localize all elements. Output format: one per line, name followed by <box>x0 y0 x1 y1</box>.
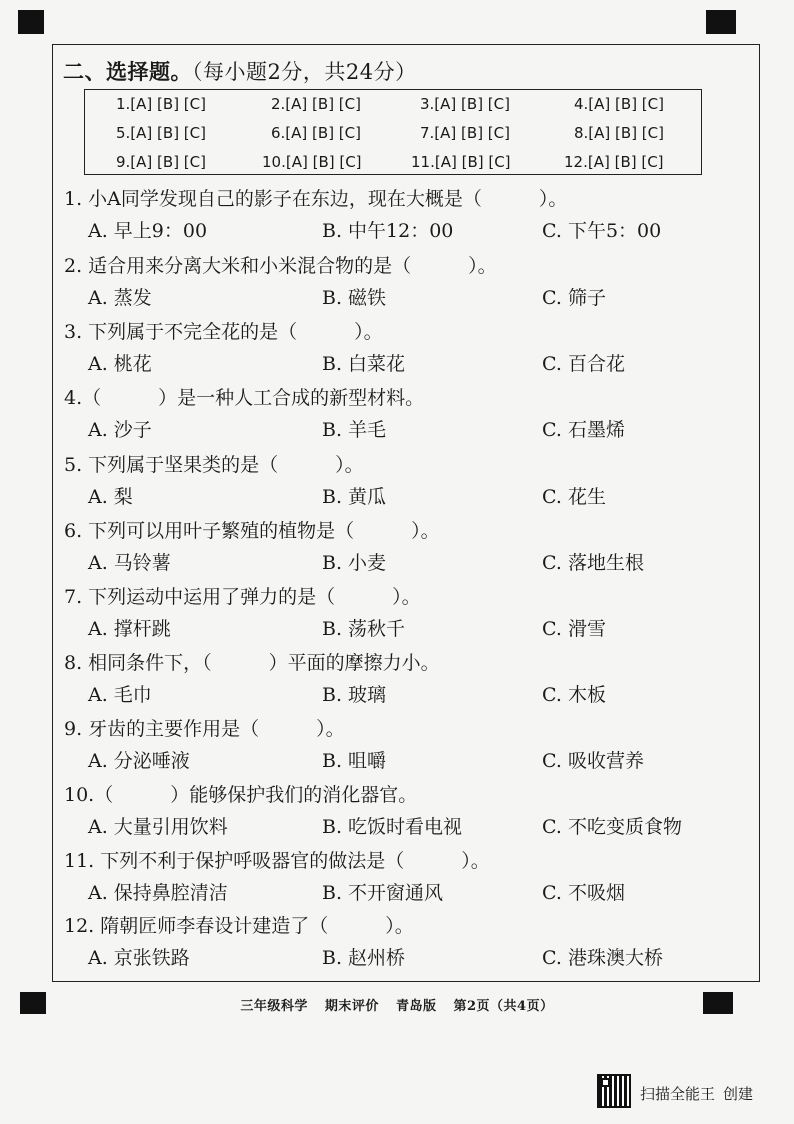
option-b[interactable]: B. 中午12：00 <box>322 220 454 242</box>
option-a[interactable]: A. 撑杆跳 <box>88 618 171 640</box>
footer-page: 第2页（共4页） <box>453 999 554 1014</box>
option-a[interactable]: A. 梨 <box>88 486 133 508</box>
answer-cell[interactable]: 1.[A] [B] [C] <box>116 95 206 113</box>
option-a[interactable]: A. 蒸发 <box>88 287 152 309</box>
answer-cell[interactable]: 12.[A] [B] [C] <box>564 153 664 171</box>
option-c[interactable]: C. 花生 <box>542 486 606 508</box>
question-stem: 6. 下列可以用叶子繁殖的植物是（ ）。 <box>64 520 440 542</box>
question-stem: 8. 相同条件下，（ ）平面的摩擦力小。 <box>64 652 440 674</box>
option-b[interactable]: B. 磁铁 <box>322 287 387 309</box>
answer-cell[interactable]: 2.[A] [B] [C] <box>271 95 361 113</box>
section-note: （每小题2分，共24分） <box>192 60 417 84</box>
option-a[interactable]: A. 沙子 <box>88 419 152 441</box>
answer-cell[interactable]: 6.[A] [B] [C] <box>271 124 361 142</box>
question-stem: 10.（ ）能够保护我们的消化器官。 <box>64 784 418 806</box>
page-footer <box>0 995 794 1014</box>
question-stem: 1. 小A同学发现自己的影子在东边，现在大概是（ ）。 <box>64 188 568 210</box>
question-stem: 7. 下列运动中运用了弹力的是（ ）。 <box>64 586 421 608</box>
answer-cell[interactable]: 3.[A] [B] [C] <box>420 95 510 113</box>
answer-cell[interactable]: 9.[A] [B] [C] <box>116 153 206 171</box>
footer-subject: 三年级科学 <box>240 999 308 1014</box>
section-title <box>63 56 417 86</box>
option-c[interactable]: C. 港珠澳大桥 <box>542 947 663 969</box>
section-heading: 选择题。 <box>106 59 192 84</box>
question-stem: 4.（ ）是一种人工合成的新型材料。 <box>64 387 425 409</box>
answer-cell[interactable]: 7.[A] [B] [C] <box>420 124 510 142</box>
option-b[interactable]: B. 咀嚼 <box>322 750 387 772</box>
option-a[interactable]: A. 早上9：00 <box>88 220 208 242</box>
alignment-marker-top-left <box>18 10 44 34</box>
option-c[interactable]: C. 下午5：00 <box>542 220 662 242</box>
option-c[interactable]: C. 石墨烯 <box>542 419 625 441</box>
scanner-watermark <box>640 1083 761 1104</box>
answer-cell[interactable]: 10.[A] [B] [C] <box>262 153 362 171</box>
question-stem: 11. 下列不利于保护呼吸器官的做法是（ ）。 <box>64 850 490 872</box>
option-a[interactable]: A. 大量引用饮料 <box>88 816 228 838</box>
option-b[interactable]: B. 羊毛 <box>322 419 387 441</box>
option-c[interactable]: C. 百合花 <box>542 353 625 375</box>
option-c[interactable]: C. 不吃变质食物 <box>542 816 682 838</box>
option-c[interactable]: C. 不吸烟 <box>542 882 625 904</box>
question-stem: 2. 适合用来分离大米和小米混合物的是（ ）。 <box>64 255 497 277</box>
answer-cell[interactable]: 8.[A] [B] [C] <box>574 124 664 142</box>
qr-code-icon <box>597 1074 631 1108</box>
footer-edition: 青岛版 <box>395 999 437 1014</box>
option-c[interactable]: C. 落地生根 <box>542 552 644 574</box>
option-c[interactable]: C. 筛子 <box>542 287 606 309</box>
option-c[interactable]: C. 吸收营养 <box>542 750 644 772</box>
option-b[interactable]: B. 荡秋千 <box>322 618 406 640</box>
answer-cell[interactable]: 5.[A] [B] [C] <box>116 124 206 142</box>
alignment-marker-top-right <box>706 10 736 34</box>
section-number: 二、 <box>63 59 106 84</box>
option-b[interactable]: B. 玻璃 <box>322 684 387 706</box>
option-b[interactable]: B. 不开窗通风 <box>322 882 444 904</box>
option-a[interactable]: A. 保持鼻腔清洁 <box>88 882 228 904</box>
option-b[interactable]: B. 小麦 <box>322 552 387 574</box>
scanner-app-name: 扫描全能王 <box>640 1085 716 1103</box>
option-b[interactable]: B. 白菜花 <box>322 353 406 375</box>
answer-cell[interactable]: 11.[A] [B] [C] <box>411 153 511 171</box>
question-stem: 9. 牙齿的主要作用是（ ）。 <box>64 718 345 740</box>
question-stem: 5. 下列属于坚果类的是（ ）。 <box>64 454 364 476</box>
option-a[interactable]: A. 毛巾 <box>88 684 152 706</box>
scanner-action: 创建 <box>723 1085 754 1103</box>
option-a[interactable]: A. 马铃薯 <box>88 552 171 574</box>
option-a[interactable]: A. 分泌唾液 <box>88 750 190 772</box>
option-a[interactable]: A. 京张铁路 <box>88 947 190 969</box>
question-stem: 3. 下列属于不完全花的是（ ）。 <box>64 321 383 343</box>
footer-exam: 期末评价 <box>324 999 379 1014</box>
option-c[interactable]: C. 木板 <box>542 684 606 706</box>
question-stem: 12. 隋朝匠师李春设计建造了（ ）。 <box>64 915 414 937</box>
option-a[interactable]: A. 桃花 <box>88 353 152 375</box>
answer-cell[interactable]: 4.[A] [B] [C] <box>574 95 664 113</box>
option-c[interactable]: C. 滑雪 <box>542 618 606 640</box>
option-b[interactable]: B. 吃饭时看电视 <box>322 816 463 838</box>
option-b[interactable]: B. 黄瓜 <box>322 486 387 508</box>
option-b[interactable]: B. 赵州桥 <box>322 947 406 969</box>
